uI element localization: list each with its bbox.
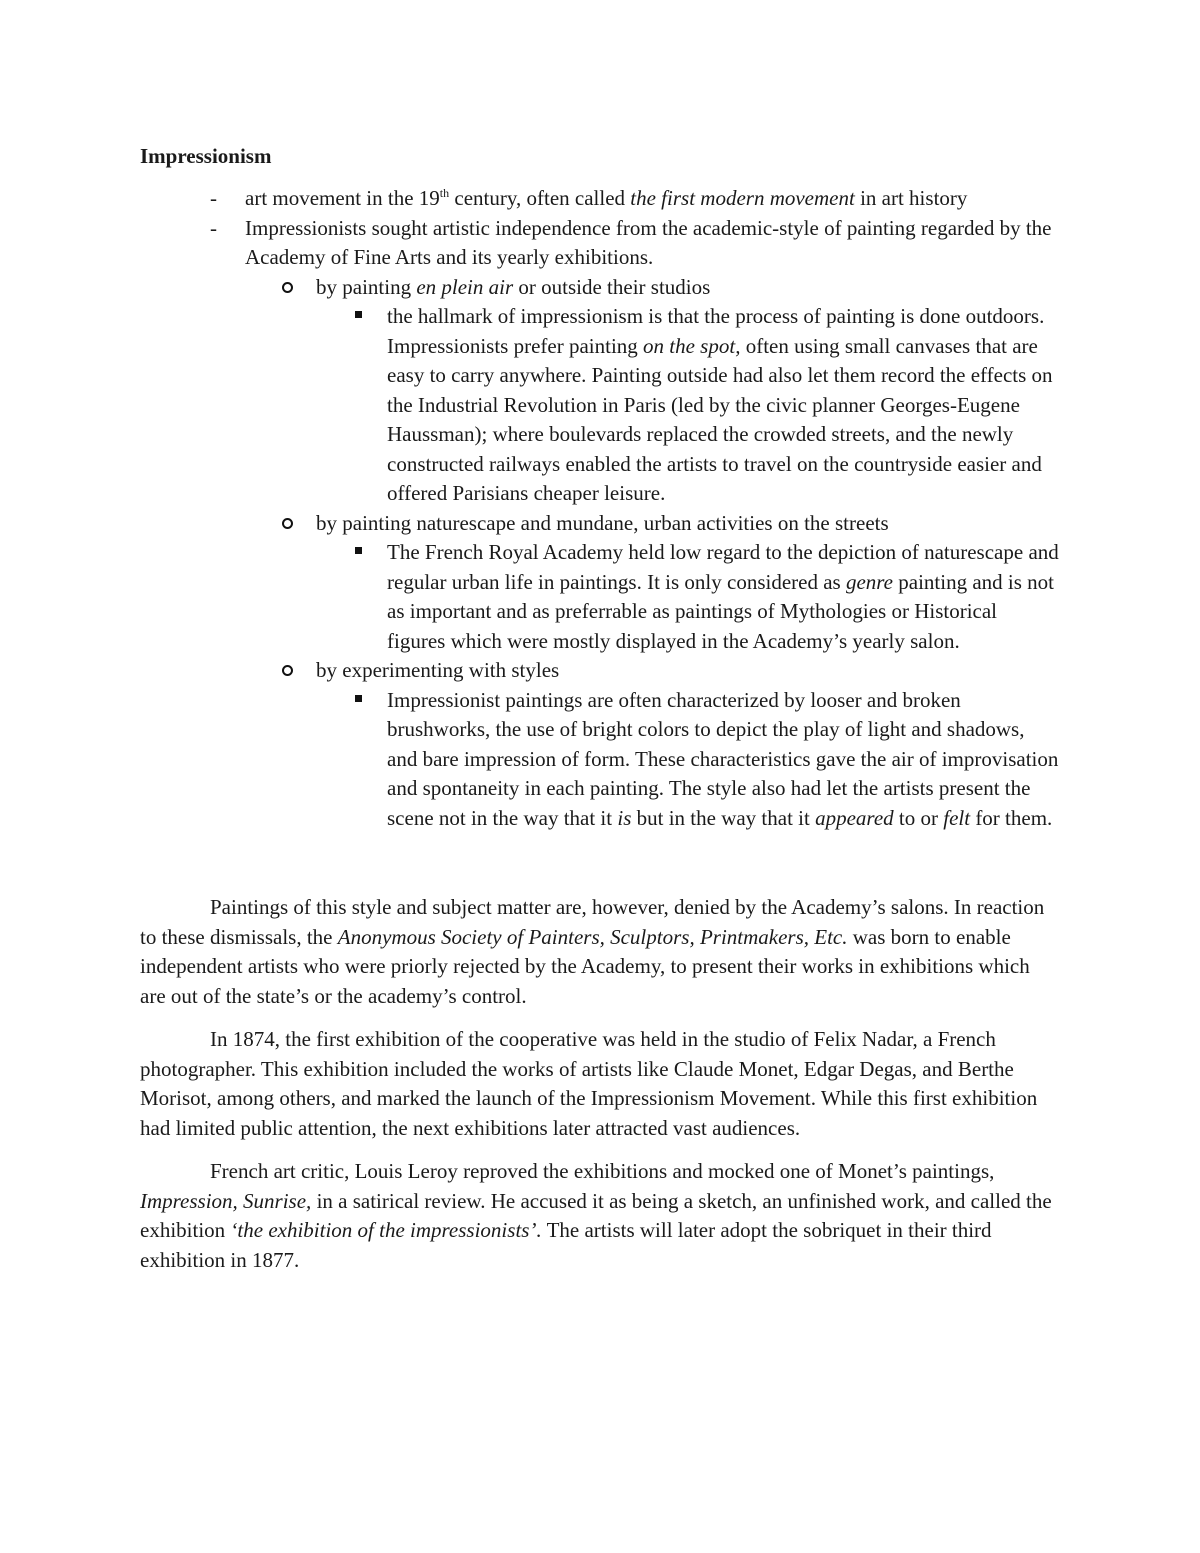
document-title: Impressionism [140, 144, 272, 168]
dash-marker: - [210, 186, 217, 210]
square-bullet-icon [355, 547, 362, 554]
paragraph-leroy: French art critic, Louis Leroy reproved the exhibitions and mocked one of Monet’s paintings, Impression, Sunrise, in a satirical review. He accused it as being a sketch, an unfinished work, and called the exhibition ‘the exhibition of the impressionists’. The artists will later adopt the sobriquet in their third exhibition in 1877. [140, 1159, 1052, 1272]
circle-bullet-icon [282, 282, 293, 293]
detail-list [140, 538, 1060, 656]
dash-marker: - [210, 215, 217, 240]
detail-item: the hallmark of impressionism is that the process of painting is done outdoors. Impressionists prefer painting on the spot, often using small canvases that are easy to carry anywhere. Painting outside had also let them record the effects on the Industrial Revolution in Paris (led by the civic planner Georges-Eugene Haussman); where boulevards replaced the crowded streets, and the newly constructed railways enabled the artists to travel on the countryside easier and offered Parisians cheaper leisure. [140, 302, 1060, 509]
sub-bullet-plein-air: by painting en plein air or outside their studios the hallmark of impressionism is that the process of painting is done outdoors. Impressionists prefer painting on the spot, often using small canvases that are easy to carry anywhere. Painting outside had also let them record the effects on the Industrial Revolution in Paris (led by the civic planner Georges-Eugene Haussman); where boulevards replaced the crowded streets, and the newly constructed railways enabled the artists to travel on the countryside easier and offered Parisians cheaper leisure. [140, 273, 1060, 509]
square-bullet-icon [355, 695, 362, 702]
paragraph-1874: In 1874, the first exhibition of the cooperative was held in the studio of Felix Nadar, a French photographer. This exhibition included the works of artists like Claude Monet, Edgar Degas, and Berthe Morisot, among others, and marked the launch of the Impressionism Movement. While this first exhibition had limited public attention, the next exhibitions later attracted vast audiences. [140, 1027, 1038, 1140]
detail-item: Impressionist paintings are often characterized by looser and broken brushworks, the use of bright colors to depict the play of light and shadows, and bare impression of form. These characteristics gave the air of improvisation and spontaneity in each painting. The style also had let the artists present the scene not in the way that it is but in the way that it appeared to or felt for them. [140, 686, 1060, 834]
main-bullet-list [140, 184, 1060, 833]
bullet-item-1: - art movement in the 19th century, often called the first modern movement in art history [140, 184, 1060, 214]
circle-bullet-icon [282, 518, 293, 529]
detail-list [140, 686, 1060, 834]
detail-item: The French Royal Academy held low regard to the depiction of naturescape and regular urban life in paintings. It is only considered as genre painting and is not as important and as preferrable as paintings of Mythologies or Historical figures which were mostly displayed in the Academy’s yearly salon. [140, 538, 1060, 656]
sub-bullet-list [140, 273, 1060, 834]
sub-bullet-naturescape: by painting naturescape and mundane, urban activities on the streets The French Royal Academy held low regard to the depiction of naturescape and regular urban life in paintings. It is only considered as genre painting and is not as important and as preferrable as paintings of Mythologies or Historical figures which were mostly displayed in the Academy’s yearly salon. [140, 509, 1060, 657]
sub-bullet-styles: by experimenting with styles Impressionist paintings are often characterized by looser and broken brushworks, the use of bright colors to depict the play of light and shadows, and bare impression of form. These characteristics gave the air of improvisation and spontaneity in each painting. The style also had let the artists present the scene not in the way that it is but in the way that it appeared to or felt for them. [140, 656, 1060, 833]
document-page [140, 140, 1060, 1275]
bullet-item-2: - Impressionists sought artistic independence from the academic-style of painting regarded by the Academy of Fine Arts and its yearly exhibitions. by painting en plein air or outside their studios the hallmark of impressionism is that the process of painting is done outdoors. Impressionists prefer painting on the spot, often using small canvases that are easy to carry anywhere. Painting outside had also let them record the effects on the Industrial Revolution in Paris (led by the civic planner Georges-Eugene Haussman); where boulevards replaced the crowded streets, and the newly constructed railways enabled the artists to travel on the countryside easier and offered Parisians cheaper leisure. by painting naturescape and mundane, urban activities on the streets The French Royal Academy held low regard to the depiction of naturescape and regular urban life in paintings. It is only considered as genre painting and is not as important and as preferrable as paintings of Mythologies or Historical figures which were mostly displayed in the Academy’s yearly salon. by experimenting with styles Impressionist paintings are often characterized by looser and broken brushworks, the use of bright colors to depict the play of light and shadows, and bare impression of form. These characteristics gave the air of improvisation and spontaneity in each painting. The style also had let the artists present the scene not in the way that it is but in the way that it appeared to or felt for them. [140, 214, 1060, 834]
circle-bullet-icon [282, 665, 293, 676]
square-bullet-icon [355, 311, 362, 318]
detail-list [140, 302, 1060, 509]
paragraph-salon: Paintings of this style and subject matter are, however, denied by the Academy’s salons. In reaction to these dismissals, the Anonymous Society of Painters, Sculptors, Printmakers, Etc. was born to enable independent artists who were priorly rejected by the Academy, to present their works in exhibitions which are out of the state’s or the academy’s control. [140, 895, 1045, 1008]
